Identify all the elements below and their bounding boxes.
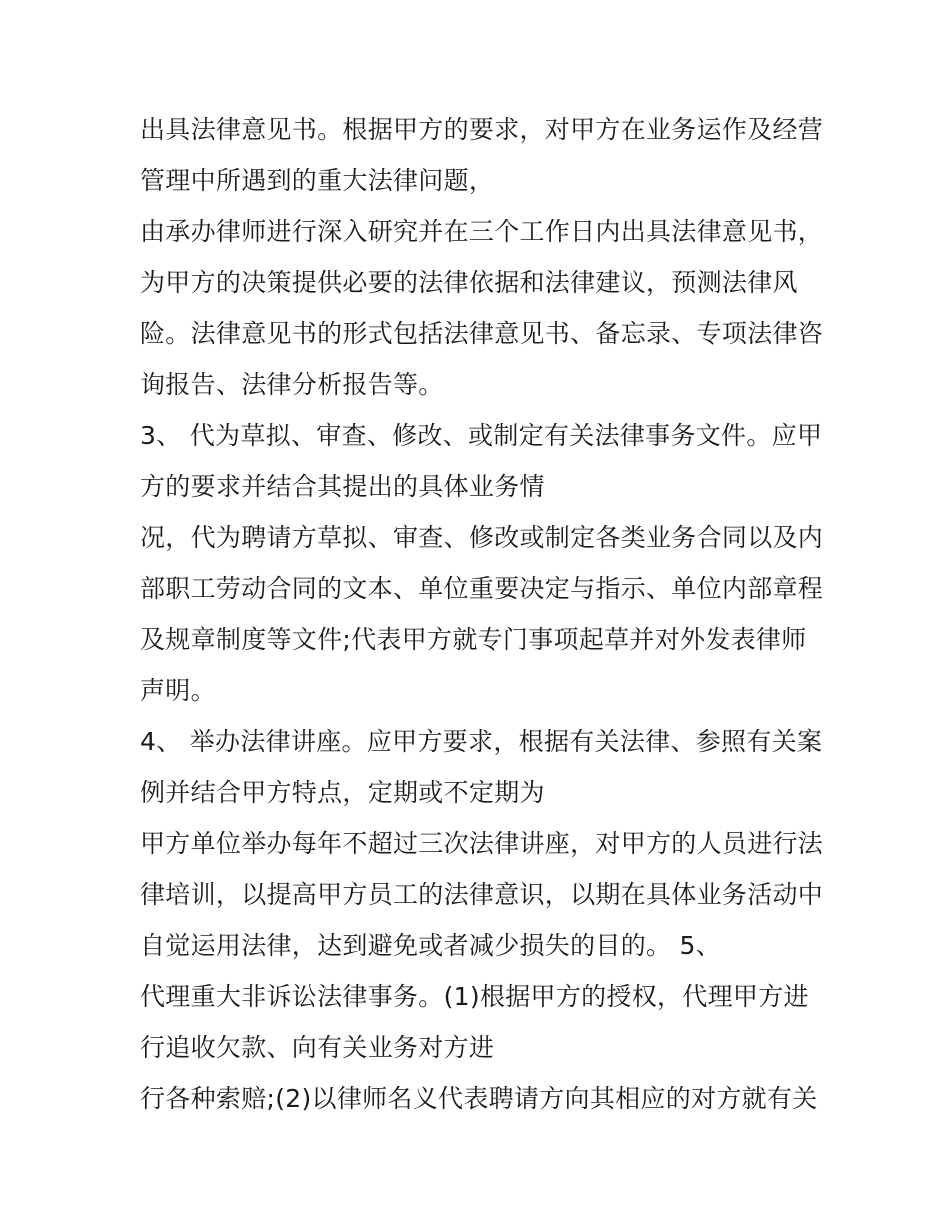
- document-body: [140, 104, 840, 1124]
- text-line: 代理重大非诉讼法律事务。(1)根据甲方的授权，代理甲方进: [140, 982, 809, 1011]
- text-line: 自觉运用法律，达到避免或者减少损失的目的。 5、: [140, 931, 722, 960]
- text-line: 律培训，以提高甲方员工的法律意识，以期在具体业务活动中: [140, 880, 824, 909]
- text-line: 行各种索赔;(2)以律师名义代表聘请方向其相应的对方就有关: [140, 1084, 818, 1113]
- text-line: 3、 代为草拟、审查、修改、或制定有关法律事务文件。应甲: [140, 421, 823, 450]
- text-line: 况，代为聘请方草拟、审查、修改或制定各类业务合同以及内: [140, 523, 824, 552]
- text-line: 及规章制度等文件;代表甲方就专门事项起草并对外发表律师: [140, 625, 807, 654]
- text-line: 出具法律意见书。根据甲方的要求，对甲方在业务运作及经营: [140, 115, 824, 144]
- text-line: 行追收欠款、向有关业务对方进: [140, 1033, 495, 1062]
- text-line: 询报告、法律分析报告等。: [140, 370, 444, 399]
- text-line: 声明。: [140, 676, 216, 705]
- text-line: 甲方单位举办每年不超过三次法律讲座，对甲方的人员进行法: [140, 829, 824, 858]
- text-line: 部职工劳动合同的文本、单位重要决定与指示、单位内部章程: [140, 574, 824, 603]
- text-line: 方的要求并结合其提出的具体业务情: [140, 472, 545, 501]
- text-line: 管理中所遇到的重大法律问题，: [140, 166, 495, 195]
- text-line: 例并结合甲方特点，定期或不定期为: [140, 778, 545, 807]
- text-line: 由承办律师进行深入研究并在三个工作日内出具法律意见书，: [140, 217, 824, 246]
- text-line: 险。法律意见书的形式包括法律意见书、备忘录、专项法律咨: [140, 319, 824, 348]
- text-line: 4、 举办法律讲座。应甲方要求，根据有关法律、参照有关案: [140, 727, 823, 756]
- text-line: 为甲方的决策提供必要的法律依据和法律建议，预测法律风: [140, 268, 798, 297]
